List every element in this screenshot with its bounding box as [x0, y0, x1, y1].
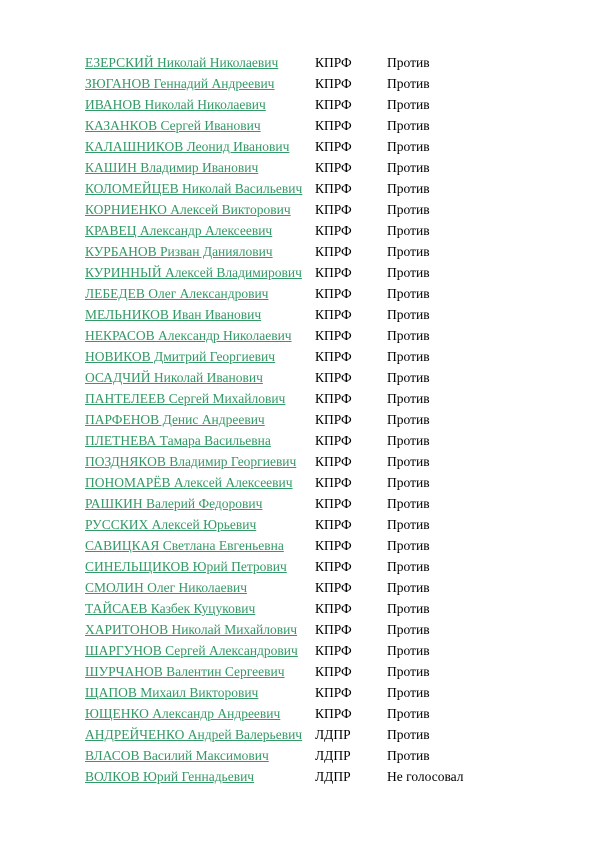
vote-row	[85, 325, 560, 346]
deputy-name-link[interactable]: ПЛЕТНЕВА Тамара Васильевна	[85, 433, 271, 448]
vote-label: Против	[387, 538, 430, 553]
party-label: КПРФ	[315, 55, 352, 70]
deputy-name-link[interactable]: ЮЩЕНКО Александр Андреевич	[85, 706, 281, 721]
deputy-name-link[interactable]: КАЗАНКОВ Сергей Иванович	[85, 118, 261, 133]
deputy-name-link[interactable]: ЩАПОВ Михаил Викторович	[85, 685, 259, 700]
vote-row	[85, 577, 560, 598]
deputy-name-link[interactable]: КУРИННЫЙ Алексей Владимирович	[85, 265, 302, 280]
vote-row	[85, 745, 560, 766]
party-label: КПРФ	[315, 265, 352, 280]
vote-label: Против	[387, 76, 430, 91]
party-label: КПРФ	[315, 202, 352, 217]
party-label: КПРФ	[315, 139, 352, 154]
vote-row	[85, 262, 560, 283]
vote-row	[85, 640, 560, 661]
vote-label: Против	[387, 286, 430, 301]
vote-row	[85, 220, 560, 241]
vote-label: Против	[387, 517, 430, 532]
vote-row	[85, 430, 560, 451]
vote-row	[85, 388, 560, 409]
deputy-name-link[interactable]: ШУРЧАНОВ Валентин Сергеевич	[85, 664, 285, 679]
deputy-name-link[interactable]: КАШИН Владимир Иванович	[85, 160, 259, 175]
deputy-name-link[interactable]: КУРБАНОВ Ризван Даниялович	[85, 244, 273, 259]
vote-row	[85, 661, 560, 682]
vote-row	[85, 598, 560, 619]
vote-label: Против	[387, 706, 430, 721]
party-label: ЛДПР	[315, 769, 351, 784]
vote-label: Против	[387, 433, 430, 448]
party-label: КПРФ	[315, 538, 352, 553]
party-label: КПРФ	[315, 118, 352, 133]
vote-row	[85, 703, 560, 724]
deputy-name-link[interactable]: САВИЦКАЯ Светлана Евгеньевна	[85, 538, 284, 553]
deputy-name-link[interactable]: ПОНОМАРЁВ Алексей Алексеевич	[85, 475, 293, 490]
vote-label: Против	[387, 475, 430, 490]
vote-label: Против	[387, 118, 430, 133]
deputy-name-link[interactable]: ХАРИТОНОВ Николай Михайлович	[85, 622, 298, 637]
vote-label: Против	[387, 181, 430, 196]
deputy-name-link[interactable]: ВОЛКОВ Юрий Геннадьевич	[85, 769, 255, 784]
vote-label: Против	[387, 160, 430, 175]
party-label: КПРФ	[315, 307, 352, 322]
vote-row	[85, 178, 560, 199]
deputy-name-link[interactable]: КАЛАШНИКОВ Леонид Иванович	[85, 139, 290, 154]
vote-label: Против	[387, 265, 430, 280]
party-label: КПРФ	[315, 328, 352, 343]
deputy-name-link[interactable]: ОСАДЧИЙ Николай Иванович	[85, 370, 263, 385]
deputy-name-link[interactable]: ВЛАСОВ Василий Максимович	[85, 748, 269, 763]
vote-row	[85, 346, 560, 367]
vote-row	[85, 514, 560, 535]
vote-results-list	[85, 52, 560, 787]
vote-row	[85, 94, 560, 115]
party-label: КПРФ	[315, 349, 352, 364]
vote-row	[85, 472, 560, 493]
vote-label: Против	[387, 244, 430, 259]
deputy-name-link[interactable]: КОЛОМЕЙЦЕВ Николай Васильевич	[85, 181, 303, 196]
vote-label: Против	[387, 454, 430, 469]
deputy-name-link[interactable]: АНДРЕЙЧЕНКО Андрей Валерьевич	[85, 727, 303, 742]
vote-row	[85, 157, 560, 178]
vote-row	[85, 304, 560, 325]
vote-label: Не голосовал	[387, 769, 464, 784]
deputy-name-link[interactable]: ПАРФЕНОВ Денис Андреевич	[85, 412, 265, 427]
party-label: КПРФ	[315, 601, 352, 616]
deputy-name-link[interactable]: СИНЕЛЬЩИКОВ Юрий Петрович	[85, 559, 287, 574]
vote-label: Против	[387, 139, 430, 154]
deputy-name-link[interactable]: ШАРГУНОВ Сергей Александрович	[85, 643, 298, 658]
party-label: КПРФ	[315, 244, 352, 259]
vote-row	[85, 682, 560, 703]
party-label: КПРФ	[315, 517, 352, 532]
vote-row	[85, 283, 560, 304]
deputy-name-link[interactable]: ТАЙСАЕВ Казбек Куцукович	[85, 601, 256, 616]
deputy-name-link[interactable]: КОРНИЕНКО Алексей Викторович	[85, 202, 291, 217]
deputy-name-link[interactable]: МЕЛЬНИКОВ Иван Иванович	[85, 307, 262, 322]
deputy-name-link[interactable]: РУССКИХ Алексей Юрьевич	[85, 517, 257, 532]
vote-row	[85, 73, 560, 94]
vote-row	[85, 493, 560, 514]
party-label: КПРФ	[315, 454, 352, 469]
vote-label: Против	[387, 55, 430, 70]
deputy-name-link[interactable]: ЛЕБЕДЕВ Олег Александрович	[85, 286, 269, 301]
party-label: КПРФ	[315, 643, 352, 658]
party-label: КПРФ	[315, 622, 352, 637]
deputy-name-link[interactable]: ПАНТЕЛЕЕВ Сергей Михайлович	[85, 391, 286, 406]
deputy-name-link[interactable]: ПОЗДНЯКОВ Владимир Георгиевич	[85, 454, 297, 469]
vote-label: Против	[387, 559, 430, 574]
party-label: КПРФ	[315, 160, 352, 175]
party-label: КПРФ	[315, 433, 352, 448]
deputy-name-link[interactable]: НОВИКОВ Дмитрий Георгиевич	[85, 349, 276, 364]
vote-row	[85, 115, 560, 136]
vote-label: Против	[387, 97, 430, 112]
vote-row	[85, 409, 560, 430]
party-label: КПРФ	[315, 685, 352, 700]
party-label: КПРФ	[315, 181, 352, 196]
deputy-name-link[interactable]: ЗЮГАНОВ Геннадий Андреевич	[85, 76, 275, 91]
deputy-name-link[interactable]: КРАВЕЦ Александр Алексеевич	[85, 223, 273, 238]
vote-label: Против	[387, 370, 430, 385]
party-label: КПРФ	[315, 286, 352, 301]
party-label: КПРФ	[315, 475, 352, 490]
vote-label: Против	[387, 685, 430, 700]
vote-label: Против	[387, 307, 430, 322]
party-label: КПРФ	[315, 223, 352, 238]
deputy-name-link[interactable]: ИВАНОВ Николай Николаевич	[85, 97, 266, 112]
deputy-name-link[interactable]: ЕЗЕРСКИЙ Николай Николаевич	[85, 55, 279, 70]
party-label: КПРФ	[315, 391, 352, 406]
vote-label: Против	[387, 202, 430, 217]
party-label: КПРФ	[315, 76, 352, 91]
party-label: ЛДПР	[315, 727, 351, 742]
vote-row	[85, 52, 560, 73]
vote-row	[85, 199, 560, 220]
vote-row	[85, 367, 560, 388]
vote-label: Против	[387, 748, 430, 763]
vote-label: Против	[387, 643, 430, 658]
vote-label: Против	[387, 328, 430, 343]
vote-row	[85, 535, 560, 556]
vote-row	[85, 556, 560, 577]
vote-row	[85, 619, 560, 640]
vote-label: Против	[387, 412, 430, 427]
vote-row	[85, 766, 560, 787]
party-label: КПРФ	[315, 580, 352, 595]
deputy-name-link[interactable]: РАШКИН Валерий Федорович	[85, 496, 263, 511]
vote-label: Против	[387, 223, 430, 238]
party-label: КПРФ	[315, 559, 352, 574]
party-label: КПРФ	[315, 97, 352, 112]
vote-row	[85, 451, 560, 472]
party-label: КПРФ	[315, 412, 352, 427]
vote-label: Против	[387, 580, 430, 595]
vote-label: Против	[387, 727, 430, 742]
vote-label: Против	[387, 601, 430, 616]
vote-label: Против	[387, 622, 430, 637]
vote-label: Против	[387, 349, 430, 364]
vote-row	[85, 241, 560, 262]
vote-row	[85, 136, 560, 157]
deputy-name-link[interactable]: СМОЛИН Олег Николаевич	[85, 580, 248, 595]
party-label: КПРФ	[315, 706, 352, 721]
party-label: КПРФ	[315, 370, 352, 385]
vote-label: Против	[387, 664, 430, 679]
vote-row	[85, 724, 560, 745]
vote-label: Против	[387, 496, 430, 511]
deputy-name-link[interactable]: НЕКРАСОВ Александр Николаевич	[85, 328, 292, 343]
party-label: КПРФ	[315, 496, 352, 511]
vote-label: Против	[387, 391, 430, 406]
party-label: ЛДПР	[315, 748, 351, 763]
party-label: КПРФ	[315, 664, 352, 679]
